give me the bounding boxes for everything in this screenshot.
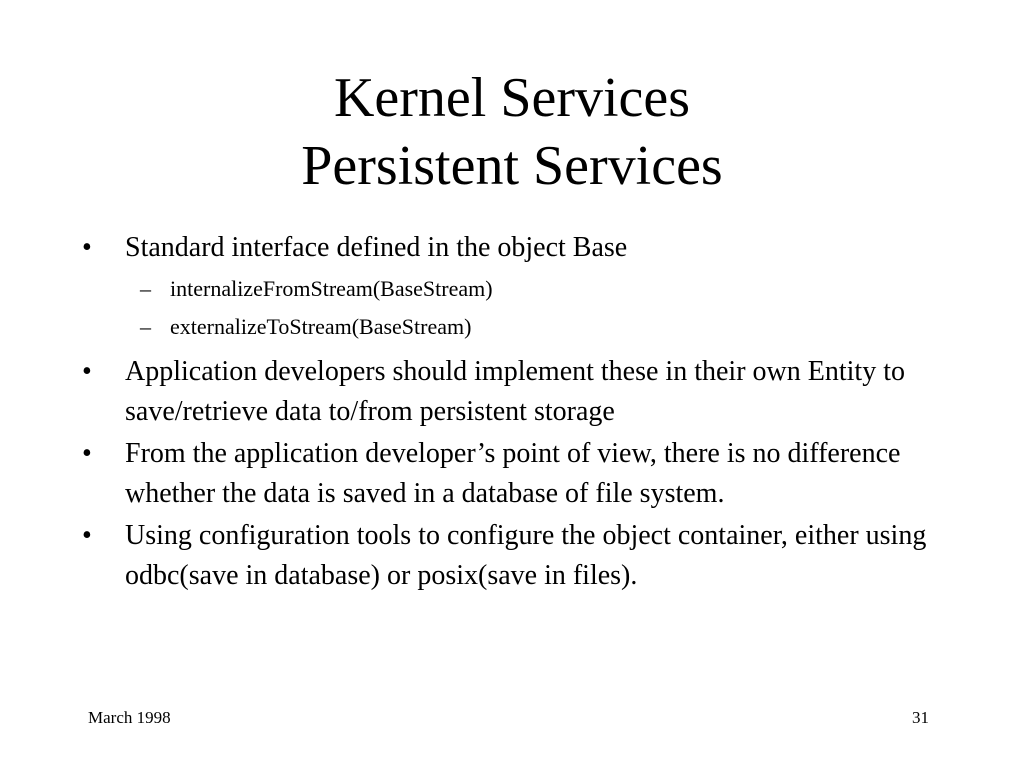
bullet-icon: •	[82, 232, 92, 263]
slide-body	[82, 228, 962, 598]
bullet-icon: •	[82, 520, 92, 551]
dash-icon: –	[140, 276, 151, 301]
bullet-item	[82, 434, 962, 514]
title-line-1: Kernel Services	[333, 67, 691, 129]
bullet-item	[82, 516, 962, 596]
bullet-text: Standard interface defined in the object Base	[125, 232, 628, 263]
footer-date: March 1998	[88, 708, 171, 727]
bullet-item	[82, 352, 962, 432]
bullet-text: From the application developer’s point of view, there is no difference whether the data is saved in a database of file system.	[125, 438, 901, 509]
bullet-text: Application developers should implement these in their own Entity to save/retrieve data to/from persistent storage	[125, 356, 905, 427]
bullet-icon: •	[82, 438, 92, 469]
dash-icon: –	[140, 314, 151, 339]
title-line-2: Persistent Services	[301, 135, 723, 198]
sub-bullet-text: externalizeToStream(BaseStream)	[170, 314, 472, 339]
bullet-text: Using configuration tools to configure the object container, either using odbc(save in database) or posix(save in files).	[125, 520, 927, 591]
slide-title	[0, 64, 1024, 201]
sub-bullet-item	[82, 308, 962, 346]
sub-bullet-item	[82, 270, 962, 308]
page-number: 31	[912, 708, 929, 727]
sub-bullet-text: internalizeFromStream(BaseStream)	[170, 276, 493, 301]
bullet-item	[82, 228, 962, 268]
bullet-icon: •	[82, 356, 92, 387]
